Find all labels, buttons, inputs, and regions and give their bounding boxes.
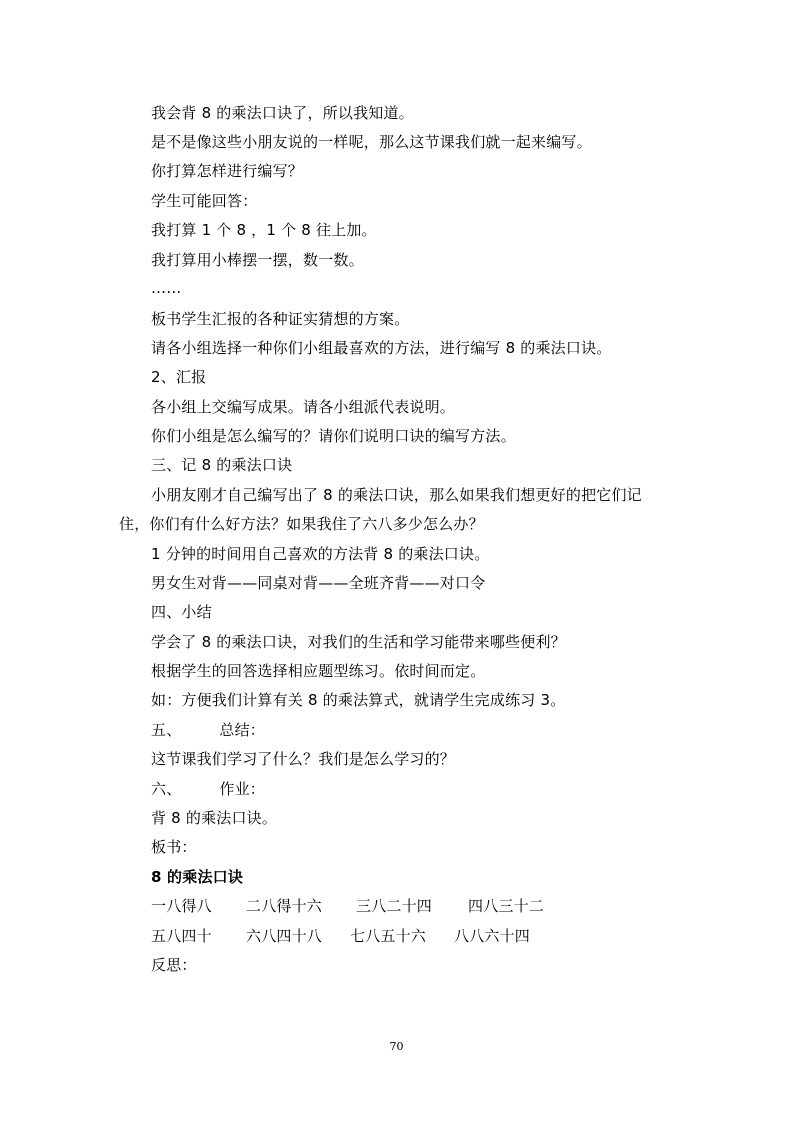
text-line: 如：方便我们计算有关 8 的乘法算式，就请学生完成练习 3。 [151, 691, 566, 709]
section-heading [151, 720, 265, 740]
text-line: 你打算怎样进行编写？ [151, 162, 304, 180]
table-cell: 五八四十 [151, 927, 212, 945]
text-line: 我会背 8 的乘法口诀了，所以我知道。 [151, 104, 414, 122]
section-number: 五、 [151, 721, 182, 739]
section-title: 总结： [219, 721, 266, 739]
section-heading: 2、汇报 [151, 368, 207, 386]
section-title: 作业： [219, 780, 266, 798]
table-cell: 七八五十六 [350, 927, 427, 945]
table-cell: 六八四十八 [246, 927, 323, 945]
table-cell: 三八二十四 [356, 897, 433, 915]
text-line: 这节课我们学习了什么？我们是怎么学习的？ [151, 750, 456, 768]
text-line-continuation: 住，你们有什么好方法？如果我住了六八多少怎么办？ [119, 515, 484, 533]
text-line: 小朋友刚才自己编写出了 8 的乘法口诀，那么如果我们想更好的把它们记 [151, 486, 642, 504]
text-line: 我打算 1 个 8 ，1 个 8 往上加。 [151, 221, 377, 239]
table-cell: 四八三十二 [468, 897, 545, 915]
section-heading: 四、小结 [151, 603, 212, 621]
text-line: 我打算用小棒摆一摆，数一数。 [151, 251, 364, 269]
board-title: 8 的乘法口诀 [151, 868, 244, 886]
ellipsis-line: …… [151, 279, 182, 297]
table-cell: 一八得八 [151, 897, 212, 915]
text-line: 你们小组是怎么编写的？请你们说明口诀的编写方法。 [151, 427, 516, 445]
section-heading: 三、记 8 的乘法口诀 [151, 456, 293, 474]
text-line: 学会了 8 的乘法口诀，对我们的生活和学习能带来哪些便利？ [151, 633, 566, 651]
text-line: 各小组上交编写成果。请各小组派代表说明。 [151, 398, 456, 416]
text-line: 板书： [151, 838, 197, 856]
page-number: 70 [389, 1040, 404, 1053]
section-heading [151, 779, 265, 799]
text-line: 板书学生汇报的各种证实猜想的方案。 [151, 310, 410, 328]
table-row [151, 896, 544, 916]
section-number: 六、 [151, 780, 182, 798]
text-line: 背 8 的乘法口诀。 [151, 809, 278, 827]
text-line: 反思： [151, 956, 197, 974]
text-line: 根据学生的回答选择相应题型练习。依时间而定。 [151, 662, 486, 680]
text-line: 1 分钟的时间用自己喜欢的方法背 8 的乘法口诀。 [151, 545, 490, 563]
text-line: 男女生对背——同桌对背——全班齐背——对口令 [151, 574, 486, 592]
table-row [151, 926, 530, 946]
text-line: 请各小组选择一种你们小组最喜欢的方法，进行编写 8 的乘法口诀。 [151, 339, 612, 357]
table-cell: 八八六十四 [454, 927, 531, 945]
text-line: 是不是像这些小朋友说的一样呢，那么这节课我们就一起来编写。 [151, 133, 592, 151]
text-line: 学生可能回答： [151, 192, 258, 210]
table-cell: 二八得十六 [246, 897, 323, 915]
